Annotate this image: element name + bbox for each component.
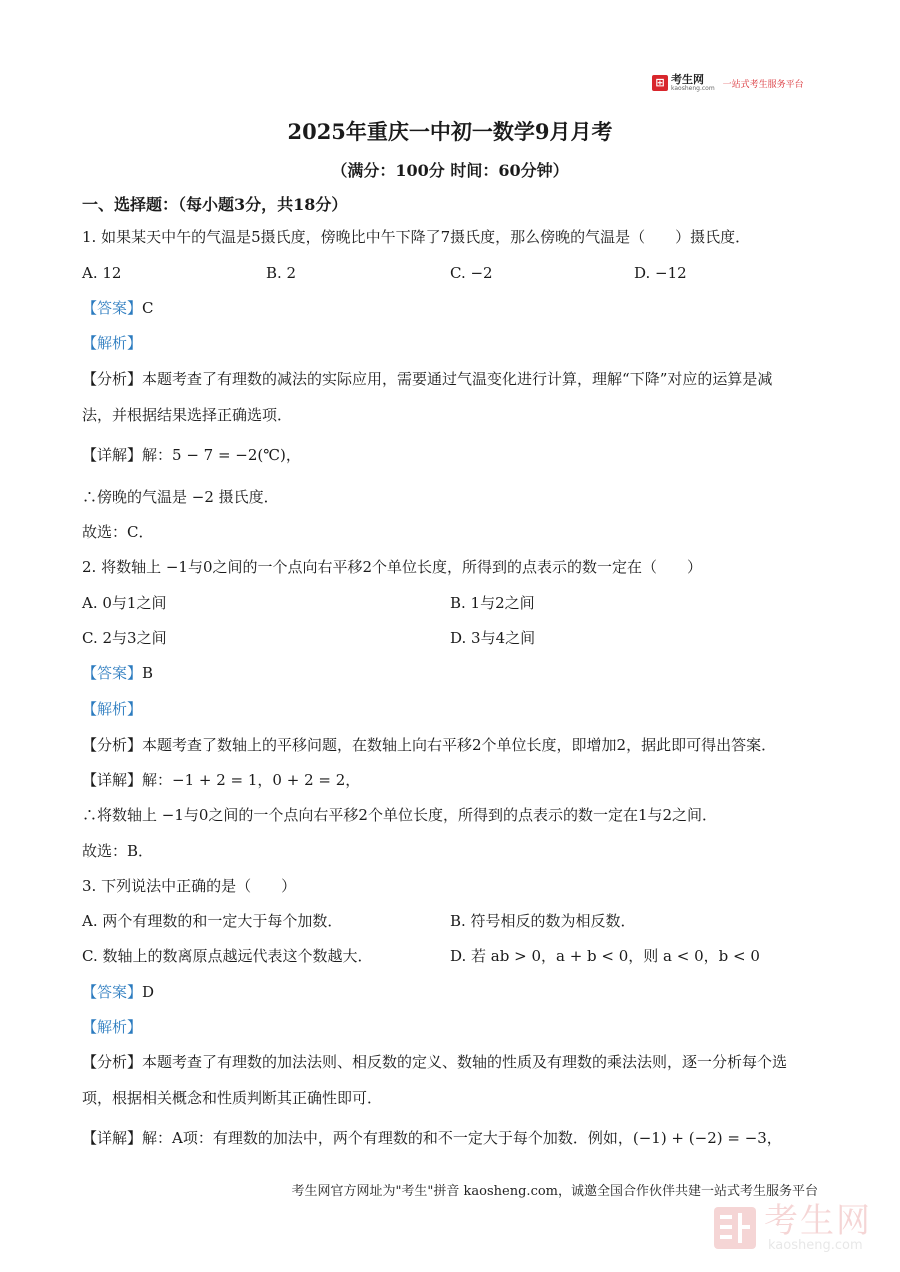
q2-analysis-line1	[82, 735, 776, 755]
logo-slogan: 一站式考生服务平台	[722, 79, 804, 90]
q2-option-a: A. 0与1之间	[82, 594, 167, 612]
logo-text	[671, 74, 715, 92]
header-logo	[652, 73, 804, 93]
watermark-logo	[712, 1198, 882, 1258]
q3-analysis-line2: 项，根据相关概念和性质判断其正确性即可．	[82, 1089, 383, 1107]
logo-sub-text: kaosheng.com	[671, 85, 715, 92]
q2-analysis-text1: 本题考查了数轴上的平移问题，在数轴上向右平移2个单位长度，即增加2，据此即可得出答案．	[142, 736, 777, 754]
q1-answer-line	[82, 298, 154, 318]
q3-answer: D	[142, 983, 155, 1001]
q2-choose: 故选：B．	[82, 842, 154, 860]
q3-option-d: D. 若 ab > 0，a + b < 0，则 a < 0，b < 0	[450, 947, 760, 965]
q2-detail-line	[82, 770, 360, 790]
answer-tag: 【答案】	[82, 664, 143, 682]
q3-option-a: A. 两个有理数的和一定大于每个加数．	[82, 912, 343, 930]
q3-option-b: B. 符号相反的数为相反数．	[450, 912, 636, 930]
q3-jiexi-tag: 【解析】	[82, 1018, 143, 1036]
xiangjie-tag: 【详解】	[82, 771, 143, 789]
q2-answer: B	[142, 664, 154, 682]
q1-detail-line	[82, 445, 301, 465]
q1-option-a: A. 12	[82, 264, 122, 282]
xiangjie-tag: 【详解】	[82, 1129, 143, 1147]
q2-option-c: C. 2与3之间	[82, 629, 167, 647]
q1-conclusion: ∴傍晚的气温是 −2 摄氏度．	[82, 488, 279, 506]
q3-analysis-text1: 本题考查了有理数的加法法则、相反数的定义、数轴的性质及有理数的乘法法则，逐一分析每个选	[142, 1053, 788, 1071]
watermark-main-text: 考生网	[764, 1201, 872, 1241]
answer-tag: 【答案】	[82, 299, 143, 317]
section-heading: 一、选择题：（每小题3分，共18分）	[82, 195, 348, 214]
logo-main-text: 考生网	[671, 73, 704, 86]
q2-conclusion: ∴将数轴上 −1与0之间的一个点向右平移2个单位长度，所得到的点表示的数一定在1与2之间．	[82, 806, 718, 824]
q3-answer-line	[82, 982, 154, 1002]
footer-text: 考生网官方网址为"考生"拼音 kaosheng.com，诚邀全国合作伙伴共建一站式考生服务平台	[291, 1184, 818, 1199]
q2-jiexi-tag: 【解析】	[82, 700, 143, 718]
xiangjie-tag: 【详解】	[82, 446, 143, 464]
watermark-texts	[764, 1203, 872, 1253]
document-subtitle: （满分：100分 时间：60分钟）	[331, 161, 569, 180]
watermark-icon	[712, 1205, 758, 1251]
fenxi-tag: 【分析】	[82, 370, 143, 388]
q2-detail-text: 解：−1 + 2 = 1，0 + 2 = 2，	[142, 771, 361, 789]
q3-analysis-line1	[82, 1052, 787, 1072]
q1-option-b: B. 2	[266, 264, 297, 282]
q2-option-b: B. 1与2之间	[450, 594, 535, 612]
answer-tag: 【答案】	[82, 983, 143, 1001]
q1-analysis-line2: 法，并根据结果选择正确选项．	[82, 406, 293, 424]
q1-answer: C	[142, 299, 154, 317]
q3-option-c: C. 数轴上的数离原点越远代表这个数越大．	[82, 947, 373, 965]
q3-detail-line	[82, 1128, 782, 1148]
q1-option-d: D. −12	[634, 264, 687, 282]
q1-jiexi-tag: 【解析】	[82, 334, 143, 352]
q3-stem: 3. 下列说法中正确的是（ ）	[82, 877, 297, 895]
q2-stem: 2. 将数轴上 −1与0之间的一个点向右平移2个单位长度，所得到的点表示的数一定在（ ）	[82, 558, 703, 576]
q2-answer-line	[82, 663, 153, 683]
fenxi-tag: 【分析】	[82, 736, 143, 754]
watermark-sub-text: kaosheng.com	[768, 1238, 863, 1253]
q1-analysis-line1	[82, 369, 772, 389]
q1-choose: 故选：C．	[82, 523, 154, 541]
q2-option-d: D. 3与4之间	[450, 629, 536, 647]
q3-detail-text: 解：A项：有理数的加法中，两个有理数的和不一定大于每个加数．例如，(−1) + (−2) = −3，	[142, 1129, 782, 1147]
document-title: 2025年重庆一中初一数学9月月考	[287, 119, 613, 144]
q1-stem: 1. 如果某天中午的气温是5摄氏度，傍晚比中午下降了7摄氏度，那么傍晚的气温是（ ）摄氏度．	[82, 228, 751, 246]
logo-icon: ⊞	[652, 75, 668, 91]
q1-option-c: C. −2	[450, 264, 493, 282]
q1-detail-text: 解：5 − 7 = −2(℃)，	[142, 446, 301, 464]
q1-analysis-text1: 本题考查了有理数的减法的实际应用，需要通过气温变化进行计算，理解“下降”对应的运算是减	[142, 370, 773, 388]
fenxi-tag: 【分析】	[82, 1053, 143, 1071]
